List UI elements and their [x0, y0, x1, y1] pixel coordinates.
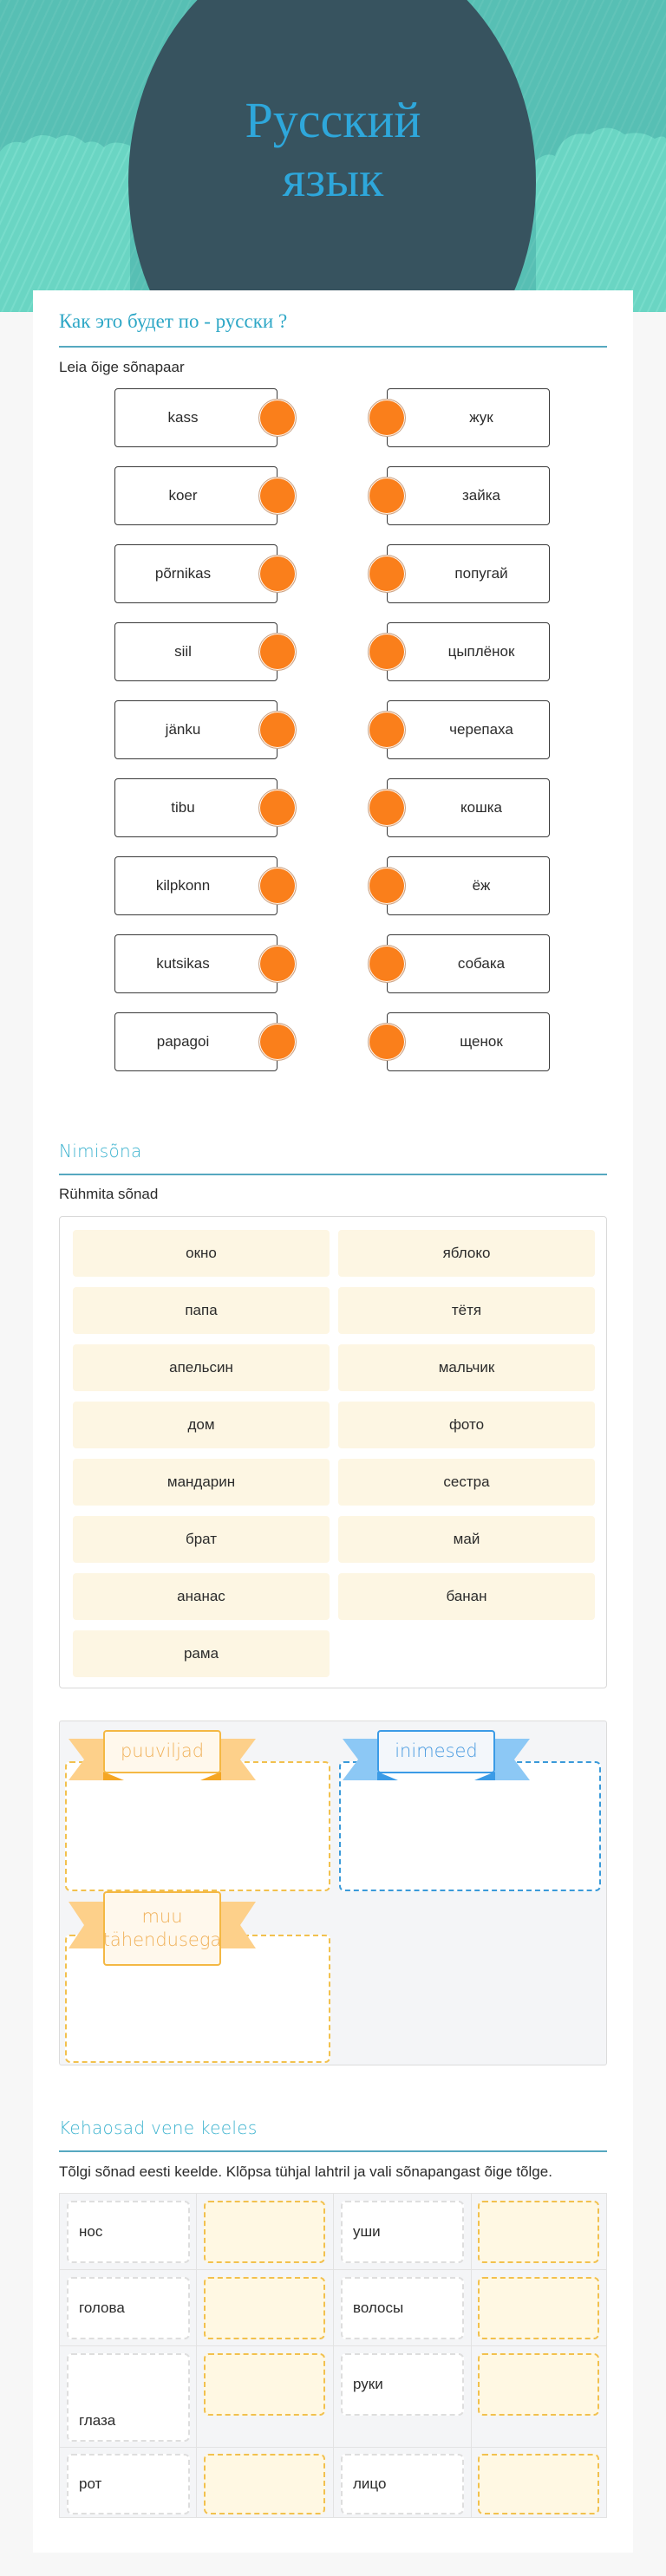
translation-section-title: Kehaosad vene keeles: [59, 2117, 258, 2138]
answer-blank[interactable]: [478, 2201, 599, 2263]
answer-blank[interactable]: [478, 2277, 599, 2339]
table-gridline: [60, 2345, 606, 2346]
match-left-label: kutsikas: [156, 955, 210, 972]
match-left-label: papagoi: [156, 1033, 210, 1050]
match-left-item[interactable]: [114, 622, 278, 681]
source-word-cell: нос: [67, 2201, 190, 2263]
section-divider: [59, 1174, 607, 1175]
match-left-label: kass: [167, 409, 199, 426]
match-connector-dot[interactable]: [368, 555, 406, 593]
match-connector-dot[interactable]: [258, 945, 297, 983]
source-word-cell: глаза: [67, 2353, 190, 2442]
match-connector-dot[interactable]: [368, 789, 406, 827]
match-right-item[interactable]: [387, 778, 550, 837]
group-label-ribbon: [69, 1730, 252, 1786]
word-tile[interactable]: брат: [73, 1516, 330, 1563]
match-left-item[interactable]: [114, 388, 278, 447]
match-left-label: põrnikas: [154, 565, 212, 582]
table-gridline: [471, 2194, 472, 2517]
group-targets: [59, 1721, 607, 2065]
word-tile[interactable]: яблоко: [338, 1230, 595, 1277]
match-right-label: цыплёнок: [447, 643, 515, 660]
group-title-line: tähendusega: [102, 1929, 222, 1950]
match-right-item[interactable]: [387, 466, 550, 525]
answer-blank[interactable]: [204, 2277, 325, 2339]
group-label-ribbon: [343, 1730, 526, 1786]
match-connector-dot[interactable]: [368, 711, 406, 749]
matching-section-title: Как это будет по - русски ?: [59, 310, 288, 332]
source-word-cell: лицо: [341, 2454, 464, 2514]
match-connector-dot[interactable]: [368, 477, 406, 515]
table-gridline: [333, 2194, 334, 2517]
match-connector-dot[interactable]: [368, 399, 406, 437]
word-tile[interactable]: сестра: [338, 1459, 595, 1506]
match-right-label: жук: [469, 409, 493, 426]
group-title-line: muu: [141, 1905, 183, 1927]
match-connector-dot[interactable]: [258, 711, 297, 749]
answer-blank[interactable]: [478, 2454, 599, 2514]
match-right-item[interactable]: [387, 1012, 550, 1071]
translation-instruction: Tõlgi sõnad eesti keelde. Klõpsa tühjal lahtril ja vali sõnapangast õige tõlge.: [59, 2163, 552, 2180]
matching-instruction: Leia õige sõnapaar: [59, 359, 185, 375]
match-right-item[interactable]: [387, 544, 550, 603]
section-divider: [59, 346, 607, 348]
word-tile[interactable]: окно: [73, 1230, 330, 1277]
match-connector-dot[interactable]: [258, 1023, 297, 1061]
match-right-label: собака: [457, 955, 506, 972]
source-word-cell: волосы: [341, 2277, 464, 2339]
group-label-ribbon: [69, 1891, 252, 1969]
match-right-item[interactable]: [387, 622, 550, 681]
match-right-item[interactable]: [387, 700, 550, 759]
answer-blank[interactable]: [204, 2201, 325, 2263]
grouping-section-title: Nimisõna: [59, 1141, 142, 1161]
word-tile[interactable]: банан: [338, 1573, 595, 1620]
match-connector-dot[interactable]: [258, 477, 297, 515]
word-tile[interactable]: мандарин: [73, 1459, 330, 1506]
page-title-line2: язык: [282, 151, 384, 207]
match-right-label: зайка: [461, 487, 500, 504]
match-left-label: koer: [168, 487, 198, 504]
match-right-label: попугай: [454, 565, 508, 582]
word-tile[interactable]: папа: [73, 1287, 330, 1334]
match-left-item[interactable]: [114, 466, 278, 525]
match-connector-dot[interactable]: [368, 867, 406, 905]
answer-blank[interactable]: [478, 2353, 599, 2416]
match-connector-dot[interactable]: [258, 867, 297, 905]
answer-blank[interactable]: [204, 2353, 325, 2416]
match-right-label: ёж: [472, 877, 491, 894]
match-connector-dot[interactable]: [258, 555, 297, 593]
page-title-line1: Русский: [245, 92, 421, 148]
match-connector-dot[interactable]: [368, 1023, 406, 1061]
match-right-item[interactable]: [387, 388, 550, 447]
source-word-cell: голова: [67, 2277, 190, 2339]
group-title-inimesed: inimesed: [377, 1730, 495, 1773]
match-connector-dot[interactable]: [368, 633, 406, 671]
word-bank: [59, 1216, 607, 1688]
group-title-muu-tahendusega: [103, 1891, 221, 1966]
word-tile[interactable]: май: [338, 1516, 595, 1563]
table-gridline: [60, 2447, 606, 2448]
match-left-label: siil: [174, 643, 192, 660]
match-left-item[interactable]: [114, 934, 278, 993]
word-tile[interactable]: дом: [73, 1402, 330, 1448]
word-tile[interactable]: ананас: [73, 1573, 330, 1620]
translation-table: [59, 2193, 607, 2518]
match-left-item[interactable]: [114, 778, 278, 837]
grouping-instruction: Rühmita sõnad: [59, 1186, 159, 1202]
match-left-label: kilpkonn: [155, 877, 211, 894]
match-right-item[interactable]: [387, 856, 550, 915]
match-left-label: jänku: [165, 721, 201, 738]
word-tile[interactable]: рама: [73, 1630, 330, 1677]
answer-blank[interactable]: [204, 2454, 325, 2514]
match-left-item[interactable]: [114, 544, 278, 603]
match-left-item[interactable]: [114, 1012, 278, 1071]
match-connector-dot[interactable]: [258, 399, 297, 437]
group-title-puuviljad: puuviljad: [103, 1730, 221, 1773]
source-word-cell: рот: [67, 2454, 190, 2514]
match-right-label: черепаха: [449, 721, 513, 738]
match-connector-dot[interactable]: [258, 789, 297, 827]
word-tile[interactable]: апельсин: [73, 1344, 330, 1391]
table-gridline: [196, 2194, 197, 2517]
match-connector-dot[interactable]: [258, 633, 297, 671]
match-right-item[interactable]: [387, 934, 550, 993]
table-gridline: [60, 2269, 606, 2270]
match-connector-dot[interactable]: [368, 945, 406, 983]
word-tile[interactable]: мальчик: [338, 1344, 595, 1391]
word-tile[interactable]: тётя: [338, 1287, 595, 1334]
word-tile[interactable]: фото: [338, 1402, 595, 1448]
section-divider: [59, 2150, 607, 2152]
match-left-item[interactable]: [114, 700, 278, 759]
match-left-item[interactable]: [114, 856, 278, 915]
source-word-cell: руки: [341, 2353, 464, 2416]
match-right-label: щенок: [460, 1033, 503, 1050]
match-right-label: кошка: [460, 799, 502, 816]
match-left-label: tibu: [171, 799, 195, 816]
source-word-cell: уши: [341, 2201, 464, 2263]
header-banner: [0, 0, 666, 312]
